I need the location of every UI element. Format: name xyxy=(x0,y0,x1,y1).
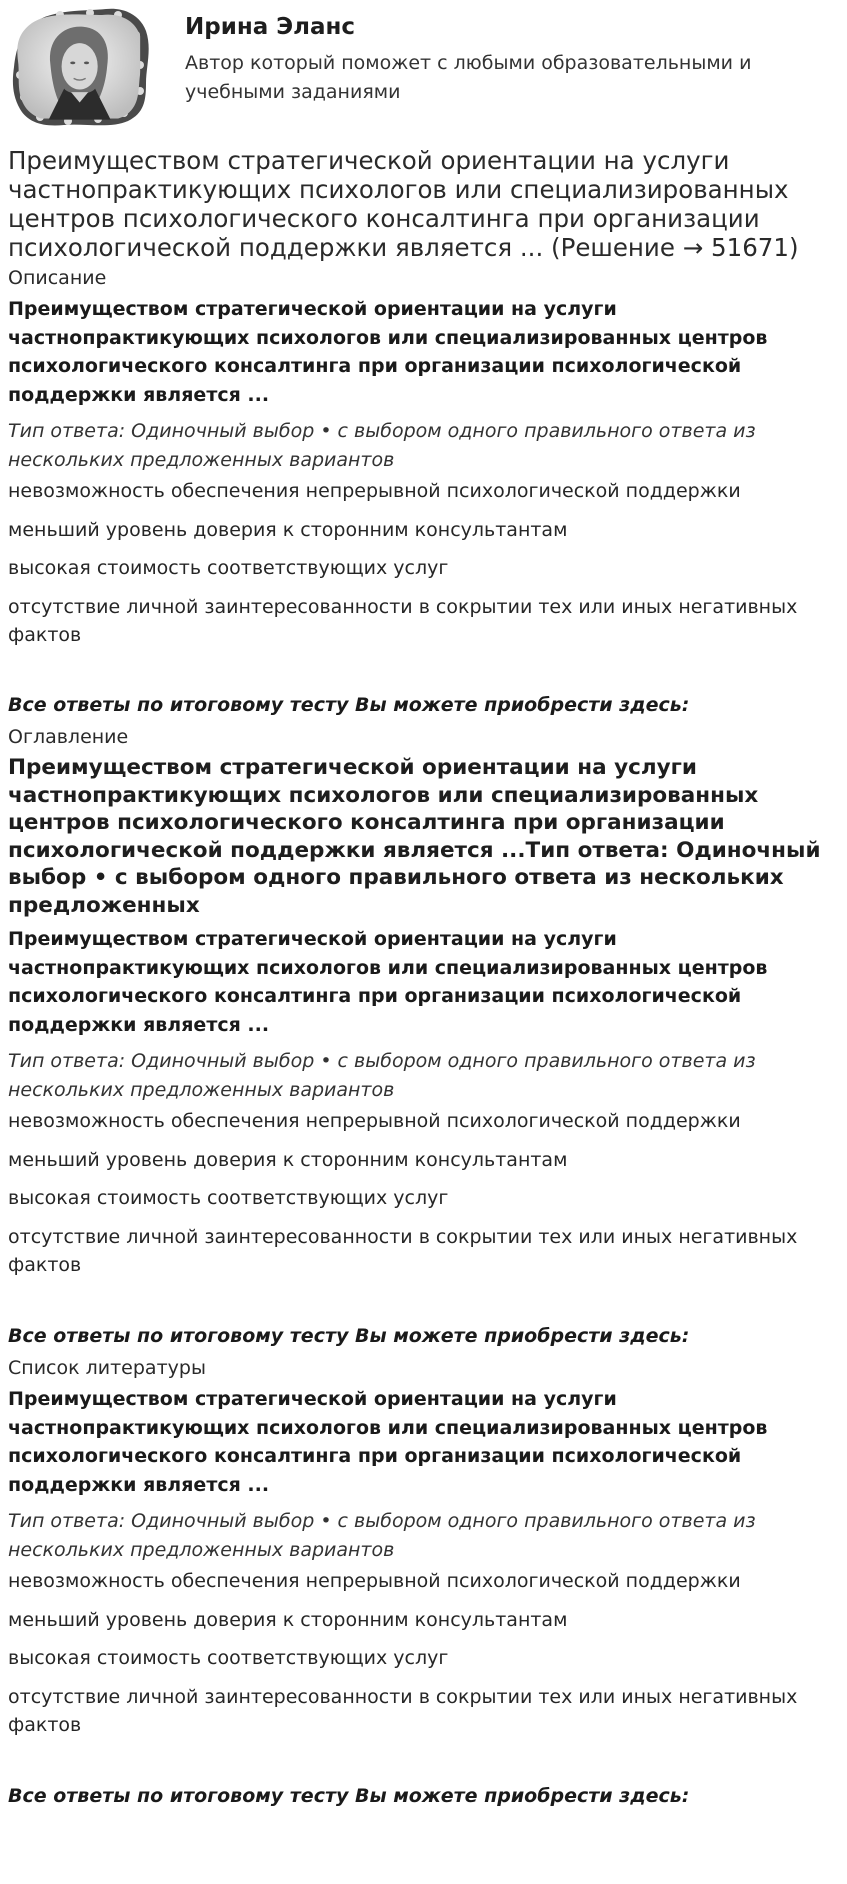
page-title: Преимуществом стратегической ориентации на услуги частнопрактикующих психологов или специализированных центров психологического консалтинга при организации психологической поддержки является ... (Решение → 51671) xyxy=(8,146,799,262)
buy-note: Все ответы по итоговому тесту Вы можете приобрести здесь: xyxy=(8,1324,690,1347)
answer-type: Тип ответа: Одиночный выбор • с выбором одного правильного ответа из нескольких предложенных вариантов xyxy=(8,1050,756,1101)
answer-options xyxy=(8,1107,840,1280)
author-card xyxy=(0,0,847,135)
answer-option: высокая стоимость соответствующих услуг xyxy=(8,1187,449,1209)
answer-option: меньший уровень доверия к сторонним консультантам xyxy=(8,1608,568,1631)
toc-section xyxy=(8,725,840,1350)
answer-option: невозможность обеспечения непрерывной психологической поддержки xyxy=(8,480,741,502)
answer-type: Тип ответа: Одиночный выбор • с выбором одного правильного ответа из нескольких предложенных вариантов xyxy=(8,1510,756,1561)
answer-option: высокая стоимость соответствующих услуг xyxy=(8,557,449,579)
literature-section xyxy=(8,1356,840,1810)
answer-options xyxy=(8,477,840,650)
author-name[interactable]: Ирина Эланс xyxy=(185,14,356,40)
answer-option: отсутствие личной заинтересованности в сокрытии тех или иных негативных фактов xyxy=(8,1685,798,1736)
question-text: Преимуществом стратегической ориентации на услуги частнопрактикующих психологов или специализированных центров психологического консалтинга при организации психологической поддержки является ... xyxy=(8,298,768,406)
section-label-literature: Список литературы xyxy=(8,1357,206,1379)
answer-option: меньший уровень доверия к сторонним консультантам xyxy=(8,518,568,541)
answer-option: отсутствие личной заинтересованности в сокрытии тех или иных негативных фактов xyxy=(8,595,798,646)
author-avatar[interactable] xyxy=(6,5,150,127)
answer-options xyxy=(8,1567,840,1740)
question-text: Преимуществом стратегической ориентации на услуги частнопрактикующих психологов или специализированных центров психологического консалтинга при организации психологической поддержки является ... xyxy=(8,1388,768,1496)
answer-option: меньший уровень доверия к сторонним консультантам xyxy=(8,1148,568,1171)
section-label-description: Описание xyxy=(8,267,107,289)
question-text: Преимуществом стратегической ориентации на услуги частнопрактикующих психологов или специализированных центров психологического консалтинга при организации психологической поддержки является ... xyxy=(8,928,768,1036)
answer-option: невозможность обеспечения непрерывной психологической поддержки xyxy=(8,1110,741,1132)
answer-option: отсутствие личной заинтересованности в сокрытии тех или иных негативных фактов xyxy=(8,1225,798,1276)
buy-note: Все ответы по итоговому тесту Вы можете приобрести здесь: xyxy=(8,1784,690,1807)
buy-note: Все ответы по итоговому тесту Вы можете приобрести здесь: xyxy=(8,693,690,716)
author-description: Автор который поможет с любыми образовательными и учебными заданиями xyxy=(185,52,752,103)
toc-heading[interactable]: Преимуществом стратегической ориентации на услуги частнопрактикующих психологов или специализированных центров психологического консалтинга при организации психологической поддержки является ...Тип ответа: Одиночный выбор • с выбором одного правильного ответа из нескольких предложенных xyxy=(8,755,821,918)
answer-option: высокая стоимость соответствующих услуг xyxy=(8,1647,449,1669)
author-photo-icon xyxy=(6,5,150,127)
answer-option: невозможность обеспечения непрерывной психологической поддержки xyxy=(8,1570,741,1592)
main-content xyxy=(8,146,840,1810)
description-section xyxy=(8,266,840,719)
section-label-toc: Оглавление xyxy=(8,726,129,748)
answer-type: Тип ответа: Одиночный выбор • с выбором одного правильного ответа из нескольких предложенных вариантов xyxy=(8,420,756,471)
